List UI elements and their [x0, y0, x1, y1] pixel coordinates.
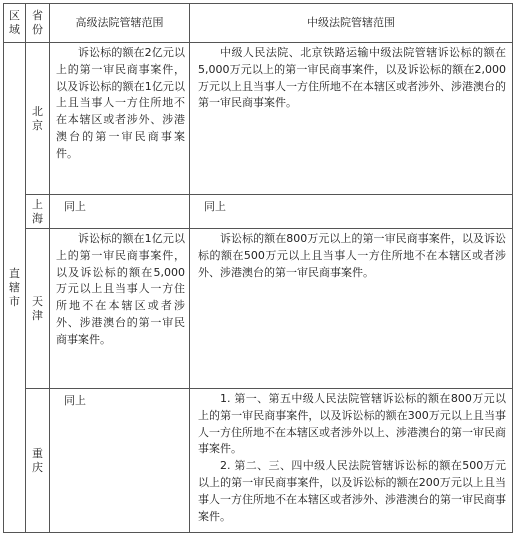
- province-cell: 天津: [26, 229, 50, 389]
- high-court-cell: 同上: [50, 389, 190, 533]
- jurisdiction-table: [3, 3, 513, 533]
- high-court-cell: 诉讼标的额在1亿元以上的第一审民商事案件，以及诉讼标的额在5,000万元以上且当事人一方住所地不在本辖区或者涉外、涉港澳台的第一审民商事案件。: [50, 229, 190, 389]
- mid-court-cell: 诉讼标的额在800万元以上的第一审民商事案件，以及诉讼标的额在500万元以上且当事人一方住所地不在本辖区或者涉外、涉港澳台的第一审民商事案件。: [190, 229, 513, 389]
- province-cell: 重庆: [26, 389, 50, 533]
- mid-court-item: 2. 第二、三、四中级人民法院管辖诉讼标的额在500万元以上的第一审民商事案件，以及诉讼标的额在200万元以上且当事人一方住所地不在本辖区或者涉外、涉港澳台的第一审民商事案件。: [198, 459, 506, 523]
- region-cell: 直辖市: [4, 43, 26, 533]
- mid-court-item: 1. 第一、第五中级人民法院管辖诉讼标的额在800万元以上的第一审民商事案件，以及诉讼标的额在300万元以上且当事人一方住所地不在本辖区或者涉外以上、涉港澳台的第一审民商事案件。: [198, 392, 506, 456]
- header-high-court: 高级法院管辖范围: [50, 4, 190, 43]
- high-court-cell: 同上: [50, 195, 190, 229]
- table-row: [4, 389, 513, 533]
- high-court-cell: 诉讼标的额在2亿元以上的第一审民商事案件，以及诉讼标的额在1亿元以上且当事人一方住所地不在本辖区或者涉外、涉港澳台的第一审民商事案件。: [50, 43, 190, 195]
- table-row: [4, 195, 513, 229]
- header-region: 区域: [4, 4, 26, 43]
- mid-court-cell: 同上: [190, 195, 513, 229]
- table-row: [4, 229, 513, 389]
- header-province: 省份: [26, 4, 50, 43]
- header-row: [4, 4, 513, 43]
- province-cell: 北京: [26, 43, 50, 195]
- table-row: [4, 43, 513, 195]
- mid-court-cell: 中级人民法院、北京铁路运输中级法院管辖诉讼标的额在5,000万元以上的第一审民商事案件，以及诉讼标的额在2,000万元以上且当事人一方住所地不在本辖区或者涉外、涉港澳台的第一审民商事案件。: [190, 43, 513, 195]
- header-mid-court: 中级法院管辖范围: [190, 4, 513, 43]
- province-cell: 上海: [26, 195, 50, 229]
- mid-court-cell: [190, 389, 513, 533]
